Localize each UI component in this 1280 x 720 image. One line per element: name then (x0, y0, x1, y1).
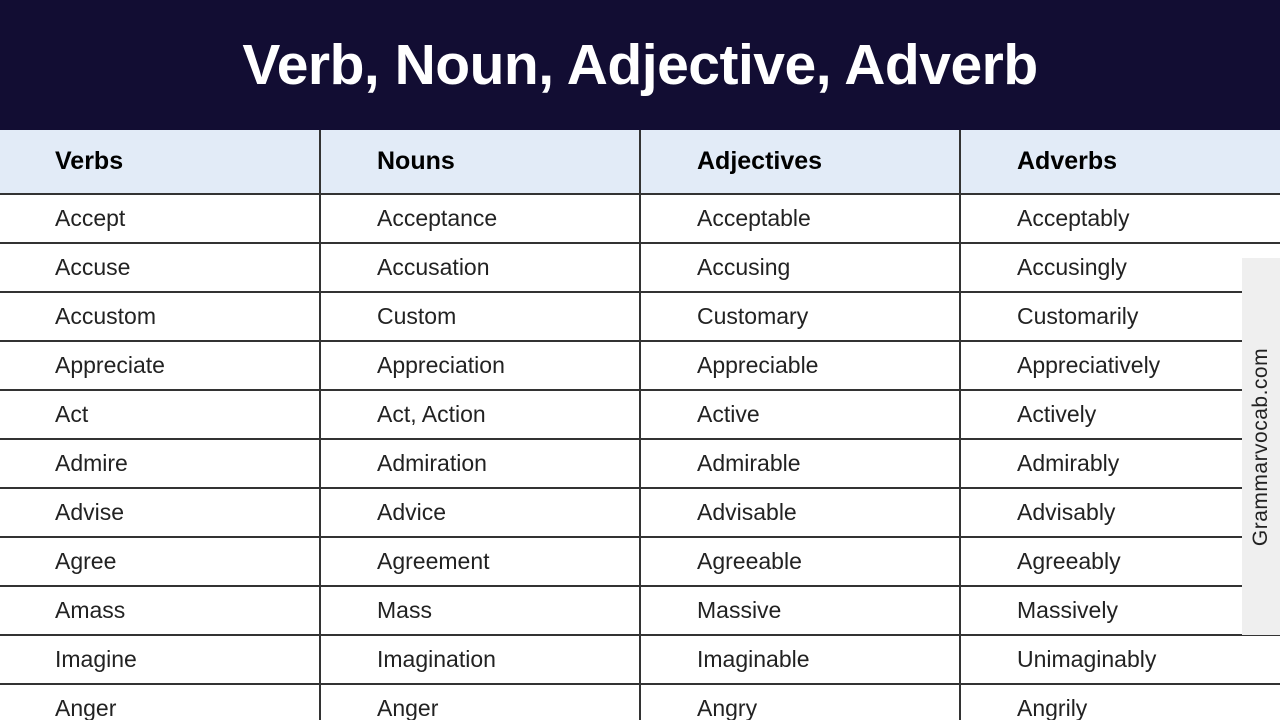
word-forms-table (0, 130, 1280, 720)
cell-adjective: Accusing (640, 243, 960, 292)
cell-verb: Accept (0, 194, 320, 243)
title-banner (0, 0, 1280, 130)
cell-adjective: Angry (640, 684, 960, 720)
cell-adverb: Angrily (960, 684, 1280, 720)
table-row (0, 537, 1280, 586)
cell-adjective: Acceptable (640, 194, 960, 243)
column-header-nouns: Nouns (320, 130, 640, 194)
cell-adverb: Acceptably (960, 194, 1280, 243)
table-header (0, 130, 1280, 194)
watermark-label: Grammarvocab.com (1249, 347, 1272, 546)
watermark-badge (1242, 258, 1280, 635)
cell-verb: Imagine (0, 635, 320, 684)
cell-adjective: Appreciable (640, 341, 960, 390)
cell-verb: Accuse (0, 243, 320, 292)
table-header-row (0, 130, 1280, 194)
table-row (0, 586, 1280, 635)
cell-adverb: Actively (960, 390, 1280, 439)
cell-adjective: Active (640, 390, 960, 439)
column-header-adverbs: Adverbs (960, 130, 1280, 194)
cell-adverb: Agreeably (960, 537, 1280, 586)
cell-adjective: Agreeable (640, 537, 960, 586)
cell-verb: Accustom (0, 292, 320, 341)
cell-verb: Amass (0, 586, 320, 635)
cell-adjective: Massive (640, 586, 960, 635)
table-row (0, 243, 1280, 292)
cell-adverb: Unimaginably (960, 635, 1280, 684)
cell-verb: Advise (0, 488, 320, 537)
cell-verb: Anger (0, 684, 320, 720)
cell-adverb: Massively (960, 586, 1280, 635)
cell-adjective: Advisable (640, 488, 960, 537)
column-header-adjectives: Adjectives (640, 130, 960, 194)
cell-noun: Appreciation (320, 341, 640, 390)
table-row (0, 684, 1280, 720)
cell-adjective: Admirable (640, 439, 960, 488)
cell-adjective: Imaginable (640, 635, 960, 684)
cell-noun: Accusation (320, 243, 640, 292)
cell-noun: Imagination (320, 635, 640, 684)
cell-noun: Mass (320, 586, 640, 635)
cell-noun: Custom (320, 292, 640, 341)
cell-adverb: Admirably (960, 439, 1280, 488)
cell-verb: Act (0, 390, 320, 439)
table-row (0, 341, 1280, 390)
cell-noun: Act, Action (320, 390, 640, 439)
cell-noun: Agreement (320, 537, 640, 586)
cell-noun: Advice (320, 488, 640, 537)
table-row (0, 194, 1280, 243)
cell-verb: Appreciate (0, 341, 320, 390)
cell-adverb: Customarily (960, 292, 1280, 341)
cell-verb: Agree (0, 537, 320, 586)
table-row (0, 390, 1280, 439)
cell-adverb: Appreciatively (960, 341, 1280, 390)
cell-adverb: Accusingly (960, 243, 1280, 292)
cell-adverb: Advisably (960, 488, 1280, 537)
table-row (0, 488, 1280, 537)
cell-verb: Admire (0, 439, 320, 488)
column-header-verbs: Verbs (0, 130, 320, 194)
page-title: Verb, Noun, Adjective, Adverb (242, 32, 1038, 97)
cell-noun: Acceptance (320, 194, 640, 243)
table-body (0, 194, 1280, 720)
cell-noun: Admiration (320, 439, 640, 488)
cell-adjective: Customary (640, 292, 960, 341)
cell-noun: Anger (320, 684, 640, 720)
table-row (0, 439, 1280, 488)
table-row (0, 635, 1280, 684)
table-row (0, 292, 1280, 341)
